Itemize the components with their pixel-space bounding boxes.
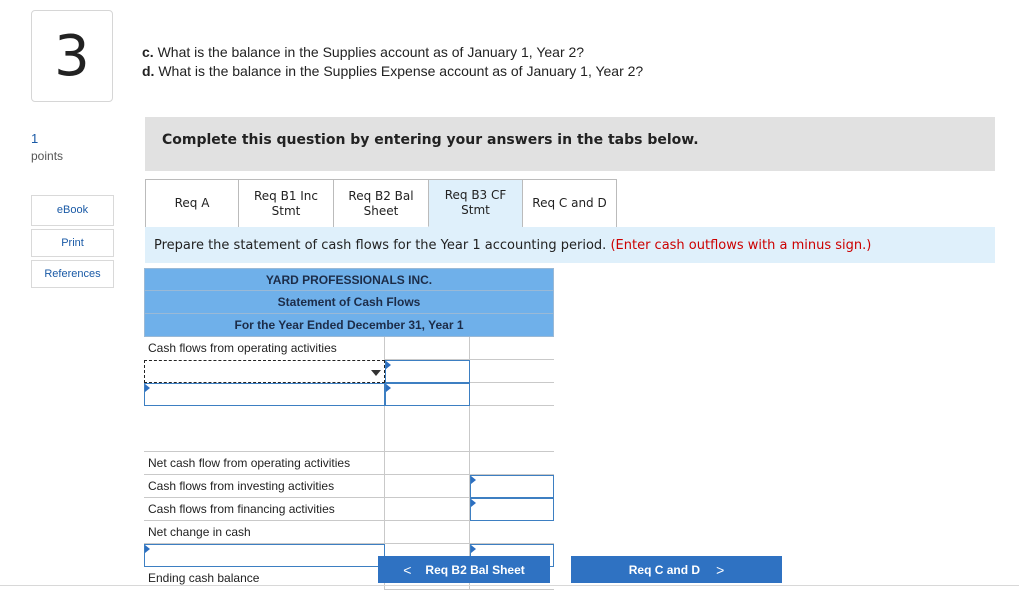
table-row — [144, 521, 554, 544]
tab-req-c-d[interactable]: Req C and D — [522, 179, 617, 227]
table-row — [144, 452, 554, 475]
next-tab-button[interactable]: Req C and D > — [571, 556, 782, 583]
table-row — [144, 498, 554, 521]
points-label: points — [31, 149, 64, 163]
statement-period: For the Year Ended December 31, Year 1 — [144, 314, 554, 337]
tab-bar — [145, 179, 616, 227]
operating-amount-input[interactable] — [385, 360, 470, 383]
operating-amount-input-2[interactable] — [385, 383, 470, 406]
divider — [0, 585, 1019, 586]
table-row — [144, 406, 554, 452]
table-row — [144, 337, 554, 360]
tab-req-b1[interactable]: Req B1 Inc Stmt — [238, 179, 334, 227]
operating-activities-label: Cash flows from operating activities — [144, 337, 385, 360]
tab-req-a[interactable]: Req A — [145, 179, 239, 227]
ending-balance-label: Ending cash balance — [144, 567, 385, 590]
financing-amount-input[interactable] — [470, 498, 554, 521]
cash-flow-statement — [144, 268, 554, 590]
beginning-balance-label-input[interactable] — [144, 544, 385, 567]
question-number: 3 — [31, 10, 113, 102]
tab-req-b3[interactable]: Req B3 CF Stmt — [428, 179, 523, 227]
table-row — [144, 383, 554, 406]
financing-activities-label: Cash flows from financing activities — [144, 498, 385, 521]
net-change-label: Net change in cash — [144, 521, 385, 544]
print-link[interactable]: Print — [31, 229, 114, 257]
company-name: YARD PROFESSIONALS INC. — [144, 268, 554, 291]
table-row — [144, 475, 554, 498]
question-line-c: c. What is the balance in the Supplies account as of January 1, Year 2? — [142, 44, 585, 60]
question-line-d: d. What is the balance in the Supplies Expense account as of January 1, Year 2? — [142, 63, 644, 79]
investing-amount-input[interactable] — [470, 475, 554, 498]
references-link[interactable]: References — [31, 260, 114, 288]
chevron-right-icon: > — [716, 561, 725, 578]
chevron-down-icon — [371, 370, 381, 376]
net-operating-label: Net cash flow from operating activities — [144, 452, 385, 475]
tab-req-b2[interactable]: Req B2 Bal Sheet — [333, 179, 429, 227]
instruction-note: (Enter cash outflows with a minus sign.) — [610, 238, 872, 253]
points-value: 1 — [31, 131, 39, 146]
prev-tab-button[interactable]: < Req B2 Bal Sheet — [378, 556, 550, 583]
operating-item-input[interactable] — [144, 383, 385, 406]
question-text — [142, 43, 643, 81]
table-row — [144, 360, 554, 383]
chevron-left-icon: < — [403, 561, 412, 578]
operating-item-dropdown[interactable] — [144, 360, 385, 383]
instructions-banner: Complete this question by entering your answers in the tabs below. — [145, 117, 995, 171]
investing-activities-label: Cash flows from investing activities — [144, 475, 385, 498]
sidebar-links — [31, 195, 114, 288]
tab-instructions: Prepare the statement of cash flows for the Year 1 accounting period. (Enter cash outflows with a minus sign.) — [145, 227, 995, 263]
ebook-link[interactable]: eBook — [31, 195, 114, 226]
statement-title: Statement of Cash Flows — [144, 291, 554, 314]
